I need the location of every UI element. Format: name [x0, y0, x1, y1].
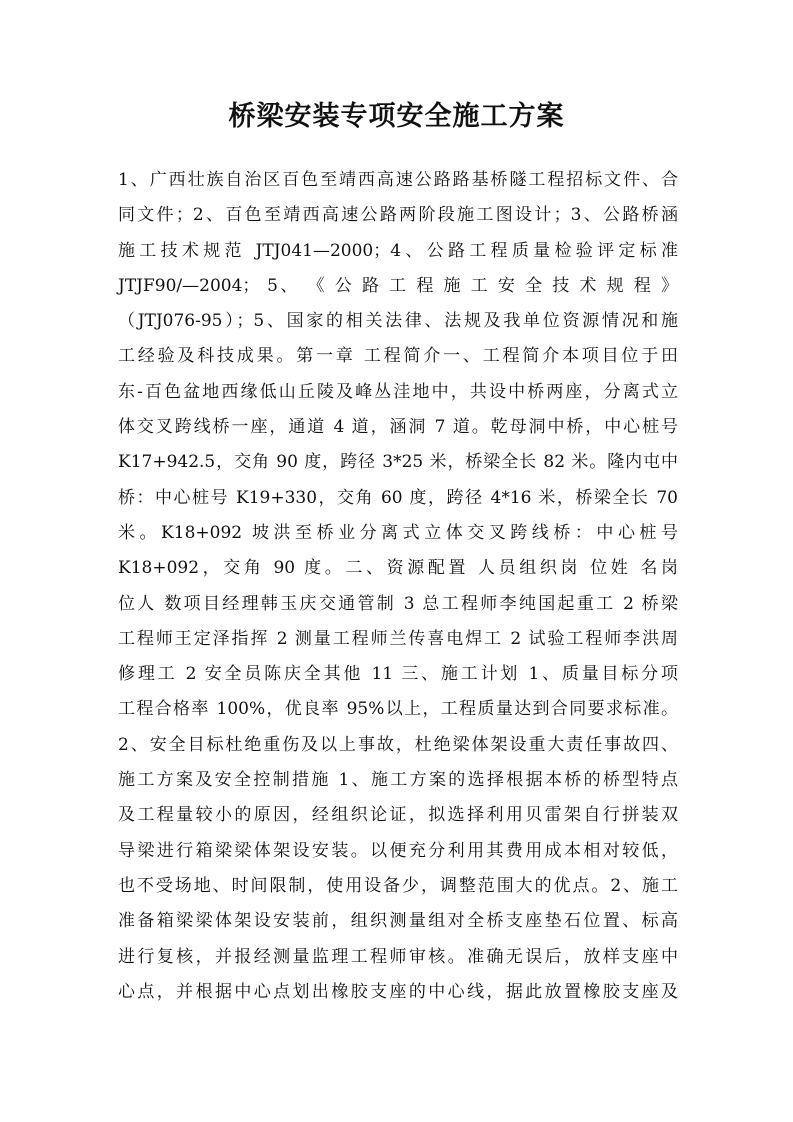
body-line-text: 修理工 2 安全员陈庆全其他 11 三、施工计划 1、质量目标分项	[118, 664, 678, 685]
body-line	[118, 198, 678, 233]
body-line-text: 桥：中心桩号 K19+330，交角 60 度，跨径 4*16 米，桥梁全长 70	[118, 487, 678, 508]
body-line	[118, 551, 678, 586]
body-line	[118, 410, 678, 445]
body-line-text: 心点，并根据中心点划出橡胶支座的中心线，据此放置橡胶支座及	[118, 981, 678, 1002]
body-line	[118, 904, 678, 939]
body-line-text: K18+092，交角 90 度。二、资源配置 人员组织岗 位姓 名岗	[118, 558, 678, 579]
body-line-text: 位人 数项目经理韩玉庆交通管制 3 总工程师李纯国起重工 2 桥梁	[118, 593, 678, 614]
body-line	[118, 834, 678, 869]
body-line-text: 米。K18+092 坡洪至桥业分离式立体交叉跨线桥：中心桩号	[118, 522, 678, 543]
body-line	[118, 481, 678, 516]
body-line-text: 1、广西壮族自治区百色至靖西高速公路路基桥隧工程招标文件、合	[118, 170, 678, 190]
body-line-text: 工经验及科技成果。第一章 工程简介一、工程简介本项目位于田	[118, 346, 678, 367]
body-line-text: 体交叉跨线桥一座，通道 4 道，涵洞 7 道。乾母洞中桥，中心桩号	[118, 417, 678, 438]
body-line-text: （JTJ076-95）；5、国家的相关法律、法规及我单位资源情况和施	[118, 311, 678, 332]
body-line	[118, 657, 678, 692]
body-line-text: 同文件；2、百色至靖西高速公路两阶段施工图设计；3、公路桥涵	[118, 205, 678, 226]
body-line-text: 工程合格率 100%，优良率 95%以上，工程质量达到合同要求标准。	[118, 699, 678, 720]
body-line	[118, 445, 678, 480]
body-line	[118, 269, 678, 304]
body-line	[118, 798, 678, 833]
body-line-text: 东-百色盆地西缘低山丘陵及峰丛洼地中，共设中桥两座，分离式立	[118, 381, 678, 402]
body-line	[118, 339, 678, 374]
body-line	[118, 163, 678, 198]
body-line	[118, 763, 678, 798]
body-line	[118, 975, 678, 1010]
body-line-text: 进行复核，并报经测量监理工程师审核。准确无误后，放样支座中	[118, 946, 678, 967]
document-title: 桥梁安装专项安全施工方案	[228, 101, 565, 132]
body-line-text: K17+942.5，交角 90 度，跨径 3*25 米，桥梁全长 82 米。隆内屯中	[118, 452, 678, 473]
body-line	[118, 304, 678, 339]
body-line-text: 施工方案及安全控制措施 1、施工方案的选择根据本桥的桥型特点	[118, 770, 678, 791]
body-line	[118, 728, 678, 763]
body-line-text: JTJF90/—2004； 5、 《 公 路 工 程 施 工 安 全 技 术 规 程 》	[118, 275, 678, 296]
body-line-text: 导梁进行箱梁梁体架设安装。以便充分利用其费用成本相对较低，	[118, 840, 678, 861]
document-body	[118, 163, 678, 1010]
body-line	[118, 516, 678, 551]
body-line	[118, 234, 678, 269]
body-line-text: 及工程量较小的原因，经组织论证，拟选择利用贝雷架自行拼装双	[118, 805, 678, 826]
body-line-text: 也不受场地、时间限制，使用设备少，调整范围大的优点。2、施工	[118, 875, 678, 896]
body-line-text: 准备箱梁梁体架设安装前，组织测量组对全桥支座垫石位置、标高	[118, 911, 678, 932]
body-line	[118, 587, 678, 622]
body-line-text: 工程师王定泽指挥 2 测量工程师兰传喜电焊工 2 试验工程师李洪周	[118, 628, 678, 649]
body-line-text: 2、安全目标杜绝重伤及以上事故，杜绝梁体架设重大责任事故四、	[118, 734, 678, 755]
body-line	[118, 692, 678, 727]
body-line	[118, 622, 678, 657]
body-line	[118, 869, 678, 904]
body-line	[118, 940, 678, 975]
body-line-text: 施工技术规范 JTJ041—2000；4、公路工程质量检验评定标准	[118, 240, 678, 261]
body-line	[118, 375, 678, 410]
